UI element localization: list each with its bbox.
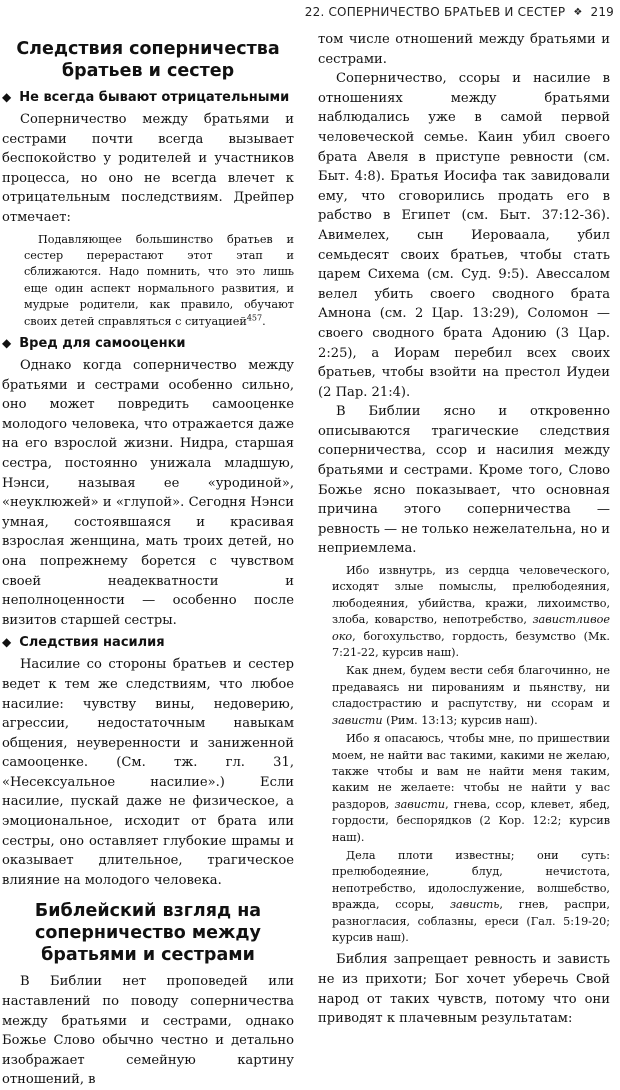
subheading-text: Следствия насилия xyxy=(19,635,165,651)
paragraph-continued: том числе отношений между братьями и сестрами. xyxy=(318,32,610,67)
page-number: 219 xyxy=(590,5,614,19)
chapter-title: 22. СОПЕРНИЧЕСТВО БРАТЬЕВ И СЕСТЕР xyxy=(304,5,566,19)
subheading-not-always-negative xyxy=(2,88,294,107)
running-header xyxy=(304,2,614,22)
block-quote-draper xyxy=(2,232,294,330)
left-column xyxy=(2,30,294,1090)
subheading-violence xyxy=(2,633,294,652)
quote-corinthians: Ибо я опасаюсь, чтобы мне, по пришествии моем, не найти вас такими, какими не желаю, также чтобы и вам не найти меня таким, каким не желаете: чтобы не найти у вас раздоров, зависти, гнева, ссор, клевет, ябед, гордости, беспорядков (2 Кор. 12:2; курсив наш). xyxy=(332,732,610,844)
paragraph: Библия запрещает ревность и зависть не из прихоти; Бог хочет уберечь Свой народ от таких чувств, потому что они приводят к плачевным результатам: xyxy=(318,952,610,1027)
diamond-bullet-icon: ◆ xyxy=(2,635,12,650)
paragraph: Соперничество, ссоры и насилие в отношениях между братьями наблюдались уже в самой первой человеческой семье. Каин убил своего брата Авеля в приступе ревности (см. Быт. 4:8). Братья Иосифа так завидовали ему, что сговорились продать его в рабство в Египет (см. Быт. 37:12-36). Авимелех, сын Иероваала, убил семьдесят своих братьев, чтобы стать царем Сихема (см. Суд. 9:5). Авессалом велел убить своего сводного брата Амнона (см. 2 Цар. 13:29), Соломон — своего сводного брата Адонию (3 Цар. 2:25), а Иорам перебил всех своих братьев, чтобы взойти на престол Иудеи (2 Пар. 21:4). xyxy=(318,71,610,400)
section-heading-consequences: Следствия соперничества братьев и сестер xyxy=(16,39,280,81)
paragraph: Однако когда соперничество между братьями и сестрами особенно сильно, оно может повредить самооценке молодого человека, что отражается даже на его взрослой жизни. Нидра, старшая сестра, постоянно унижала младшую, Нэнси, называя ее «уродиной», «неуклюжей» и «глупой». Сегодня Нэнси умная, состоявшаяся и красивая взрослая женщина, мать троих детей, но она попрежнему борется с чувством своей неадекватности и неполноценности — особенно после визитов старшей сестры. xyxy=(2,358,294,628)
right-column xyxy=(318,30,610,1029)
quote-romans: Как днем, будем вести себя благочинно, не предаваясь ни пированиям и пьянству, ни сладострастию и распутству, ни ссорам и зависти (Рим. 13:13; курсив наш). xyxy=(332,664,610,727)
subheading-text: Вред для самооценки xyxy=(19,336,186,351)
quote-mark: Ибо извнутрь, из сердца человеческого, исходят злые помыслы, прелюбодеяния, любодеяния, убийства, кражи, лихоимство, злоба, коварство, непотребство, завистливое око, богохульство, гордость, безумство (Мк. 7:21-22, курсив наш). xyxy=(332,564,610,660)
quote-text: Подавляющее большинство братьев и сестер перерастают этот этап и сближаются. Надо помнить, что это лишь еще один аспект нормального развития, и мудрые родители, как правило, обучают своих детей справляться с ситуацией$^{457}$. xyxy=(24,232,294,328)
paragraph: Насилие со стороны братьев и сестер ведет к тем же следствиям, что любое насилие: чувству вины, недоверию, агрессии, недостаточным навыкам общения, неуверенности и заниженной самооценке. (См. тж. гл. 31, «Несексуальное насилие».) Если насилие, пускай даже не физическое, а эмоциональное, исходит от брата или сестры, оно оставляет глубокие шрамы и оказывает длительное, трагическое влияние на молодого человека. xyxy=(2,657,294,888)
paragraph: Соперничество между братьями и сестрами почти всегда вызывает беспокойство у родителей и участников процесса, но оно не всегда влечет к отрицательным последствиям. Дрейпер отмечает: xyxy=(2,112,294,225)
subheading-text: Не всегда бывают отрицательными xyxy=(19,90,290,105)
paragraph: В Библии ясно и откровенно описываются трагические следствия соперничества, ссор и насилия между братьями и сестрами. Кроме того, Слово Божье ясно показывает, что основная причина этого соперничества — ревность — не только нежелательна, но и неприемлема. xyxy=(318,404,610,557)
subheading-self-esteem xyxy=(2,334,294,353)
diamond-bullet-icon: ◆ xyxy=(2,336,12,350)
quote-galatians: Дела плоти известны; они суть: прелюбодеяние, блуд, нечистота, непотребство, идолослужение, волшебство, вражда, ссоры, зависть, гнев, распри, разногласия, соблазны, ереси (Гал. 5:19-20; курсив наш). xyxy=(332,848,610,944)
scripture-quotes xyxy=(318,563,610,946)
paragraph: В Библии нет проповедей или наставлений по поводу соперничества между братьями и сестрами, однако Божье Слово обычно честно и детально изображает семейную картину отношений, в xyxy=(2,974,294,1088)
diamond-separator-icon: ❖ xyxy=(573,6,583,18)
section-heading-biblical-view: Библейский взгляд на соперничество между братьями и сестрами xyxy=(34,901,262,966)
footnote-ref: 457 xyxy=(246,312,263,322)
diamond-bullet-icon: ◆ xyxy=(2,90,12,104)
